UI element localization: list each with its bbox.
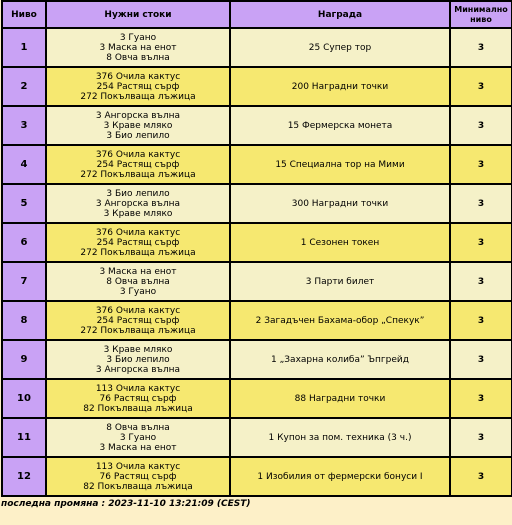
row-min-level: 3 bbox=[450, 184, 512, 223]
header-min-level-line1: Минимално bbox=[454, 4, 508, 14]
row-items bbox=[46, 106, 230, 145]
row-reward: 1 Купон за пом. техника (3 ч.) bbox=[230, 418, 450, 457]
row-level: 9 bbox=[2, 340, 46, 379]
header-items: Нужни стоки bbox=[46, 1, 230, 28]
item-line: 254 Растящ сърф bbox=[96, 237, 180, 248]
item-line: 376 Очила кактус bbox=[95, 227, 181, 238]
table-row bbox=[2, 262, 512, 301]
quest-table bbox=[1, 0, 512, 497]
item-line: 3 Краве мляко bbox=[103, 344, 173, 355]
row-items bbox=[46, 223, 230, 262]
item-line: 3 Ангорска вълна bbox=[95, 110, 181, 121]
item-line: 3 Био лепило bbox=[106, 130, 170, 141]
row-level: 10 bbox=[2, 379, 46, 418]
row-min-level: 3 bbox=[450, 418, 512, 457]
row-level: 11 bbox=[2, 418, 46, 457]
item-line: 272 Покълваща лъжица bbox=[80, 247, 196, 258]
item-line: 376 Очила кактус bbox=[95, 305, 181, 316]
row-min-level: 3 bbox=[450, 262, 512, 301]
row-reward: 1 Изобилия от фермерски бонуси I bbox=[230, 457, 450, 496]
row-items bbox=[46, 457, 230, 496]
row-min-level: 3 bbox=[450, 379, 512, 418]
table-row bbox=[2, 340, 512, 379]
item-line: 76 Растящ сърф bbox=[99, 471, 177, 482]
row-items bbox=[46, 340, 230, 379]
header-level: Ниво bbox=[2, 1, 46, 28]
row-reward: 300 Наградни точки bbox=[230, 184, 450, 223]
header-min-level-line2: ниво bbox=[470, 14, 492, 24]
row-level: 4 bbox=[2, 145, 46, 184]
table-row bbox=[2, 457, 512, 496]
item-line: 82 Покълваща лъжица bbox=[83, 481, 193, 492]
table-row bbox=[2, 106, 512, 145]
item-line: 3 Био лепило bbox=[106, 188, 170, 199]
item-line: 8 Овча вълна bbox=[106, 52, 170, 63]
table-row bbox=[2, 28, 512, 67]
row-items bbox=[46, 301, 230, 340]
row-items bbox=[46, 418, 230, 457]
row-min-level: 3 bbox=[450, 145, 512, 184]
item-line: 254 Растящ сърф bbox=[96, 81, 180, 92]
row-items bbox=[46, 67, 230, 106]
table-row bbox=[2, 418, 512, 457]
item-line: 272 Покълваща лъжица bbox=[80, 169, 196, 180]
item-line: 8 Овча вълна bbox=[106, 422, 170, 433]
table-row bbox=[2, 223, 512, 262]
row-reward: 3 Парти билет bbox=[230, 262, 450, 301]
table-row bbox=[2, 145, 512, 184]
item-line: 376 Очила кактус bbox=[95, 149, 181, 160]
item-line: 3 Гуано bbox=[119, 32, 157, 43]
item-line: 3 Ангорска вълна bbox=[95, 198, 181, 209]
row-level: 6 bbox=[2, 223, 46, 262]
item-line: 76 Растящ сърф bbox=[99, 393, 177, 404]
row-min-level: 3 bbox=[450, 301, 512, 340]
row-items bbox=[46, 145, 230, 184]
row-min-level: 3 bbox=[450, 340, 512, 379]
item-line: 3 Био лепило bbox=[106, 354, 170, 365]
item-line: 82 Покълваща лъжица bbox=[83, 403, 193, 414]
item-line: 272 Покълваща лъжица bbox=[80, 325, 196, 336]
row-reward: 1 Сезонен токен bbox=[230, 223, 450, 262]
row-reward: 15 Специална тор на Мими bbox=[230, 145, 450, 184]
table-row bbox=[2, 301, 512, 340]
row-reward: 1 „Захарна колиба” Ъпгрейд bbox=[230, 340, 450, 379]
table-row bbox=[2, 379, 512, 418]
item-line: 3 Маска на енот bbox=[99, 266, 177, 277]
table-row bbox=[2, 184, 512, 223]
row-level: 1 bbox=[2, 28, 46, 67]
row-min-level: 3 bbox=[450, 457, 512, 496]
item-line: 3 Гуано bbox=[119, 432, 157, 443]
row-level: 5 bbox=[2, 184, 46, 223]
row-items bbox=[46, 262, 230, 301]
item-line: 376 Очила кактус bbox=[95, 71, 181, 82]
row-min-level: 3 bbox=[450, 106, 512, 145]
item-line: 3 Краве мляко bbox=[103, 120, 173, 131]
row-min-level: 3 bbox=[450, 28, 512, 67]
header-row bbox=[2, 1, 512, 28]
row-items bbox=[46, 379, 230, 418]
item-line: 272 Покълваща лъжица bbox=[80, 91, 196, 102]
header-reward: Награда bbox=[230, 1, 450, 28]
row-min-level: 3 bbox=[450, 67, 512, 106]
row-reward: 25 Супер тор bbox=[230, 28, 450, 67]
last-modified: последна промяна : 2023-11-10 13:21:09 (CEST) bbox=[1, 499, 251, 509]
row-level: 12 bbox=[2, 457, 46, 496]
row-reward: 15 Фермерска монета bbox=[230, 106, 450, 145]
row-items bbox=[46, 28, 230, 67]
row-level: 2 bbox=[2, 67, 46, 106]
item-line: 3 Ангорска вълна bbox=[95, 364, 181, 375]
row-reward: 2 Загадъчен Бахама-обор „Спекук” bbox=[230, 301, 450, 340]
row-level: 3 bbox=[2, 106, 46, 145]
row-items bbox=[46, 184, 230, 223]
item-line: 113 Очила кактус bbox=[95, 383, 181, 394]
item-line: 3 Гуано bbox=[119, 286, 157, 297]
header-min-level bbox=[450, 1, 512, 28]
row-level: 7 bbox=[2, 262, 46, 301]
row-reward: 88 Наградни точки bbox=[230, 379, 450, 418]
item-line: 254 Растящ сърф bbox=[96, 315, 180, 326]
row-reward: 200 Наградни точки bbox=[230, 67, 450, 106]
item-line: 3 Маска на енот bbox=[99, 442, 177, 453]
row-min-level: 3 bbox=[450, 223, 512, 262]
row-level: 8 bbox=[2, 301, 46, 340]
item-line: 8 Овча вълна bbox=[106, 276, 170, 287]
table-row bbox=[2, 67, 512, 106]
item-line: 113 Очила кактус bbox=[95, 461, 181, 472]
item-line: 3 Маска на енот bbox=[99, 42, 177, 53]
item-line: 3 Краве мляко bbox=[103, 208, 173, 219]
item-line: 254 Растящ сърф bbox=[96, 159, 180, 170]
